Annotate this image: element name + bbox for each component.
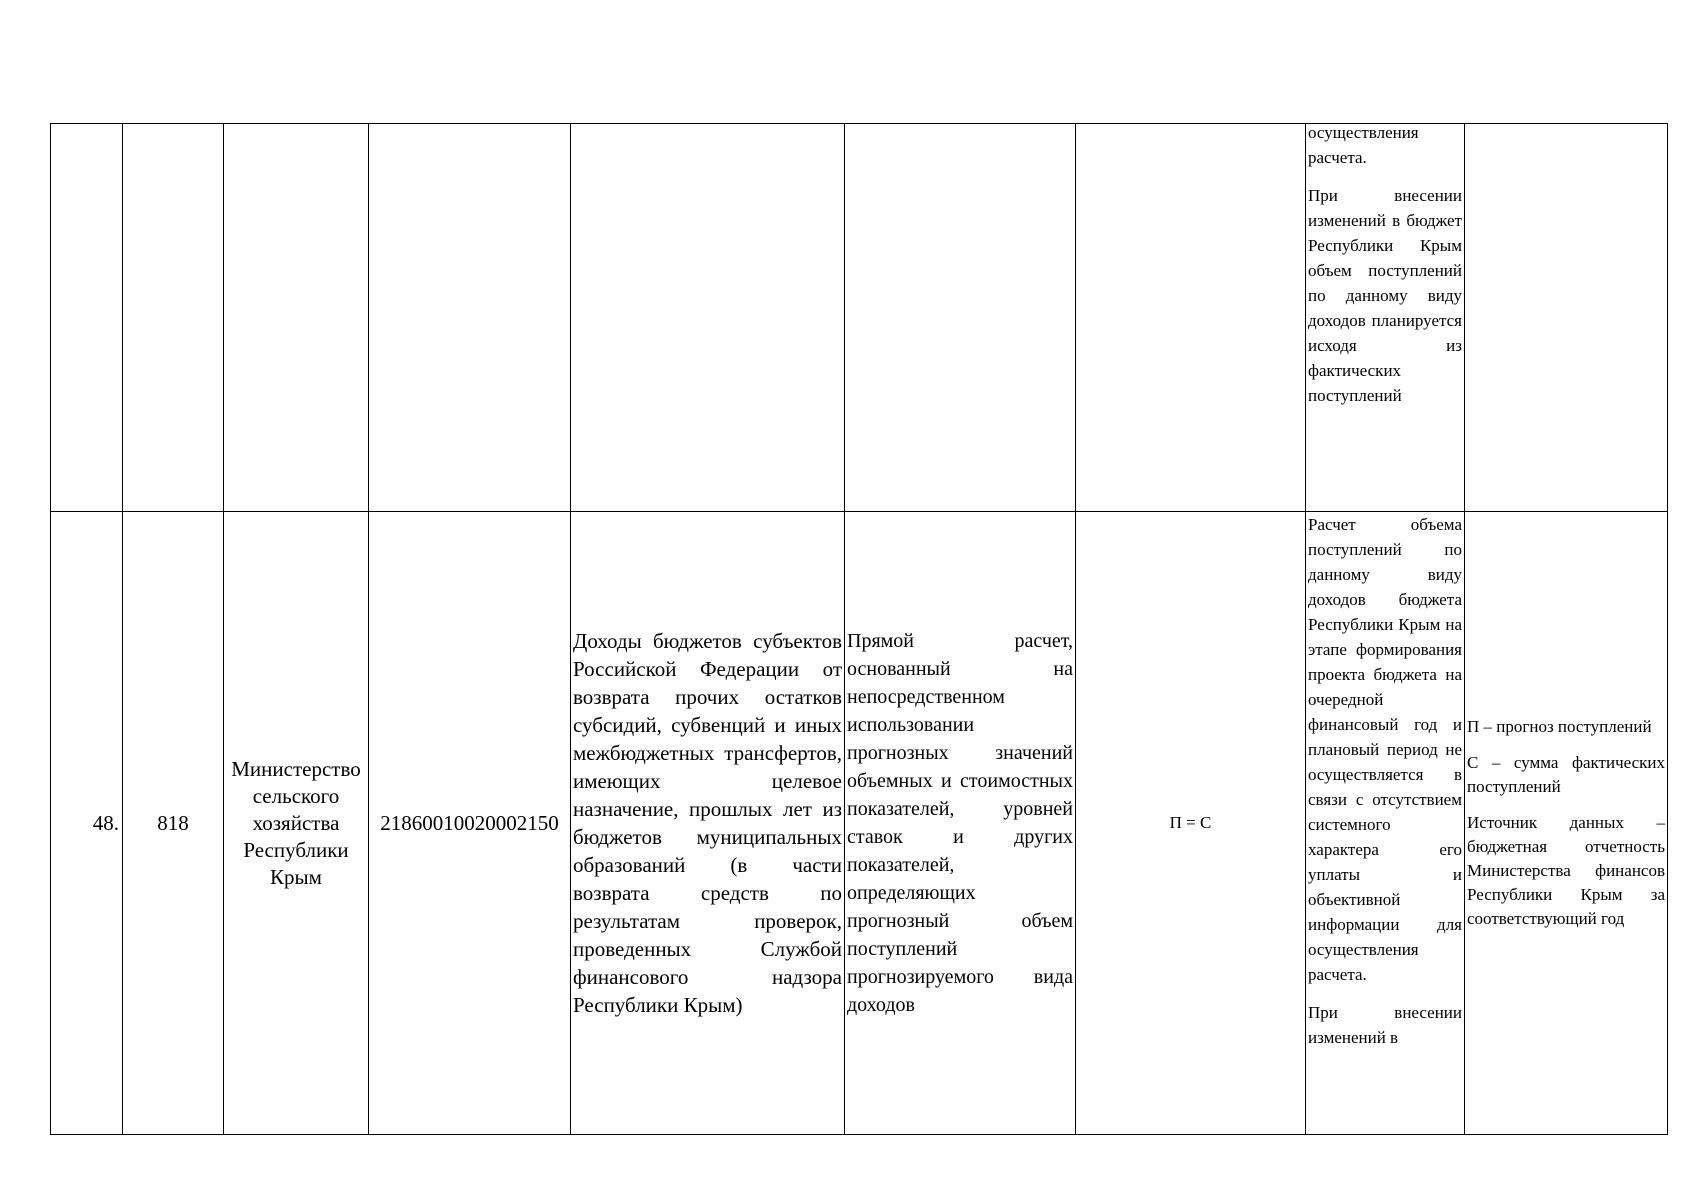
source-data-origin: Источник данных – бюджетная отчетность Министерства финансов Республики Крым за соответствующий год bbox=[1467, 813, 1665, 928]
administrator-cell: Министерство сельского хозяйства Республики Крым bbox=[224, 512, 369, 1135]
calculation-method-cell bbox=[845, 124, 1076, 512]
kbk-code-cell bbox=[369, 124, 571, 512]
calculation-method-cell: Прямой расчет, основанный на непосредственном использовании прогнозных значений объемных и стоимостных показателей, уровней ставок и других показателей, определяющих прогнозный объем поступлений прогнозируемого вида доходов bbox=[845, 512, 1076, 1135]
formula-cell: П = С bbox=[1076, 512, 1306, 1135]
kbk-code-cell: 21860010020002150 bbox=[369, 512, 571, 1135]
row-number-cell: 48. bbox=[51, 512, 123, 1135]
admin-code-cell: 818 bbox=[123, 512, 224, 1135]
source-forecast-definition: П – прогноз поступлений bbox=[1467, 717, 1652, 736]
algorithm-cell bbox=[1306, 512, 1465, 1135]
algorithm-cell bbox=[1306, 124, 1465, 512]
table-row-continuation bbox=[51, 124, 1668, 512]
formula-cell bbox=[1076, 124, 1306, 512]
income-name-cell: Доходы бюджетов субъектов Российской Федерации от возврата прочих остатков субсидий, субвенций и иных межбюджетных трансфертов, имеющих целевое назначение, прошлых лет из бюджетов муниципальных образований (в части возврата средств по результатам проверок, проведенных Службой финансового надзора Республики Крым) bbox=[571, 512, 845, 1135]
algorithm-text bbox=[1308, 512, 1462, 1050]
table-row-48 bbox=[51, 512, 1668, 1135]
algorithm-paragraph: При внесении изменений в bbox=[1308, 1003, 1462, 1047]
source-actual-definition: С – сумма фактических поступлений bbox=[1467, 753, 1665, 796]
admin-code-cell bbox=[123, 124, 224, 512]
administrator-cell bbox=[224, 124, 369, 512]
row-number-cell bbox=[51, 124, 123, 512]
income-name-cell bbox=[571, 124, 845, 512]
algorithm-paragraph: При внесении изменений в бюджет Республики Крым объем поступлений по данному виду доходов планируется исходя из фактических поступлений bbox=[1308, 186, 1462, 405]
algorithm-paragraph: осуществления расчета. bbox=[1308, 123, 1419, 167]
source-cell bbox=[1465, 124, 1668, 512]
algorithm-paragraph: Расчет объема поступлений по данному виду доходов бюджета Республики Крым на этапе формирования проекта бюджета на очередной финансовый год и плановый период не осуществляется в связи с отсутствием системного характера его уплаты и объективной информации для осуществления расчета. bbox=[1308, 515, 1462, 984]
algorithm-text bbox=[1308, 124, 1462, 409]
source-cell bbox=[1465, 512, 1668, 1135]
income-forecast-table bbox=[50, 123, 1668, 1135]
